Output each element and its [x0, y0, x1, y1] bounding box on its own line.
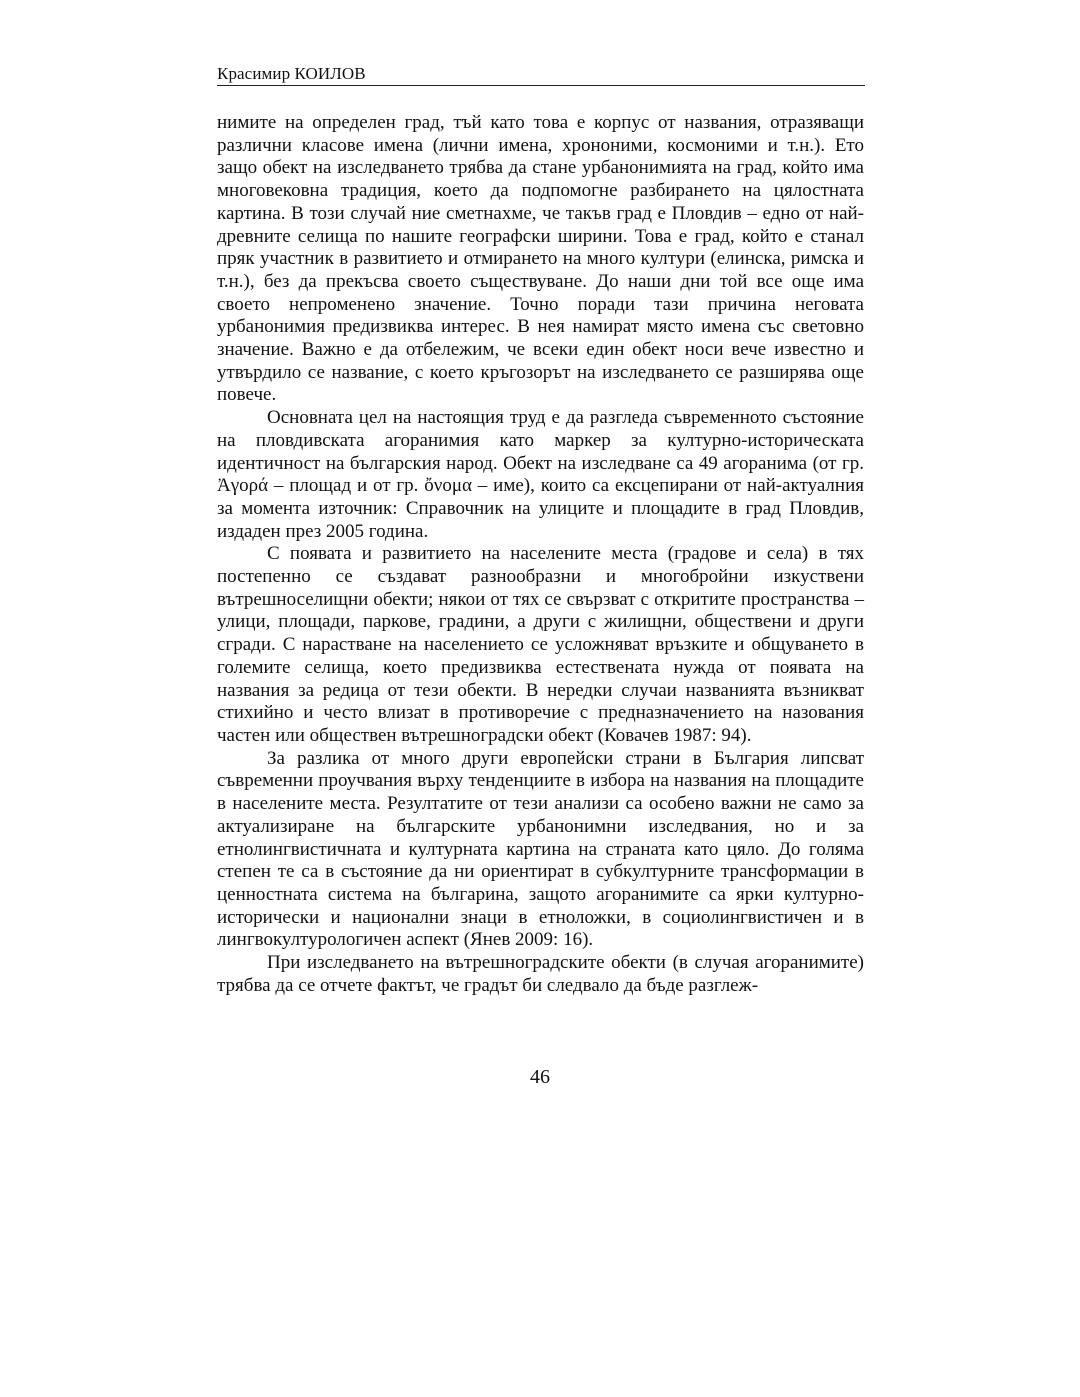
body-text — [217, 112, 864, 997]
paragraph: С появата и развитието на населените места (градове и села) в тях постепенно се създават разнообразни и многобройни изкуствени вътрешноселищни обекти; някои от тях се свързват с откритите пространства – улици, площади, паркове, градини, а други с жилищни, обществени и други сгради. С нарастване на населението се усложняват връзките и общуването в големите селища, което предизвиква естествената нужда от появата на названия за редица от тези обекти. В нередки случаи названията възникват стихийно и често влизат в противоречие с предназначението на назования частен или обществен вътрешноградски обект (Ковачев 1987: 94). — [217, 543, 864, 746]
paragraph: При изследването на вътрешноградските обекти (в случая агоранимите) трябва да се отчете фактът, че градът би следвало да бъде разглеж- — [217, 952, 864, 996]
paragraph: Основната цел на настоящия труд е да разгледа съвременното състояние на пловдивската агоранимия като маркер за културно-историческата идентичност на българския народ. Обект на изследване са 49 агоранима (от гр. Ἀγορά – площад и от гр. ὄνομα – име), които са ексцепирани от най-актуалния за момента източник: Справочник на улиците и площадите в град Пловдив, издаден през 2005 година. — [217, 407, 864, 542]
paragraph: За разлика от много други европейски страни в България липсват съвременни проучвания върху тенденциите в избора на названия на площадите в населените места. Резултатите от тези анализи са особено важни не само за актуализиране на българските урбанонимни изследвания, но и за етнолингвистичната и културната картина на страната като цяло. До голяма степен те са в състояние да ни ориентират в субкултурните трансформации в ценностната система на българина, защото агоранимите са ярки културно-исторически и национални знаци в етноложки, в социолингвистичен и в лингвокултурологичен аспект (Янев 2009: 16). — [217, 747, 864, 951]
paragraph: нимите на определен град, тъй като това е корпус от названия, отразяващи различни класове имена (лични имена, хрононими, космоними и т.н.). Ето защо обект на изследването трябва да стане урбанонимията на град, който има многовековна традиция, което да подпомогне разбирането на цялостната картина. В този случай ние сметнахме, че такъв град е Пловдив – едно от най-древните селища по нашите географски ширини. Това е град, който е станал пряк участник в развитието и отмирането на много култури (елинска, римска и т.н.), без да прекъсва своето съществуване. До наши дни той все още има своето непроменено значение. Точно поради тази причина неговата урбанонимия предизвиква интерес. В нея намират място имена със световно значение. Важно е да отбележим, че всеки един обект носи вече известно и утвърдило се название, с което кръгозорът на изследването се разширява още повече. — [217, 112, 864, 406]
running-header-author: Красимир КОИЛОВ — [217, 64, 366, 83]
running-header — [217, 63, 865, 86]
page-number: 46 — [530, 1066, 550, 1088]
